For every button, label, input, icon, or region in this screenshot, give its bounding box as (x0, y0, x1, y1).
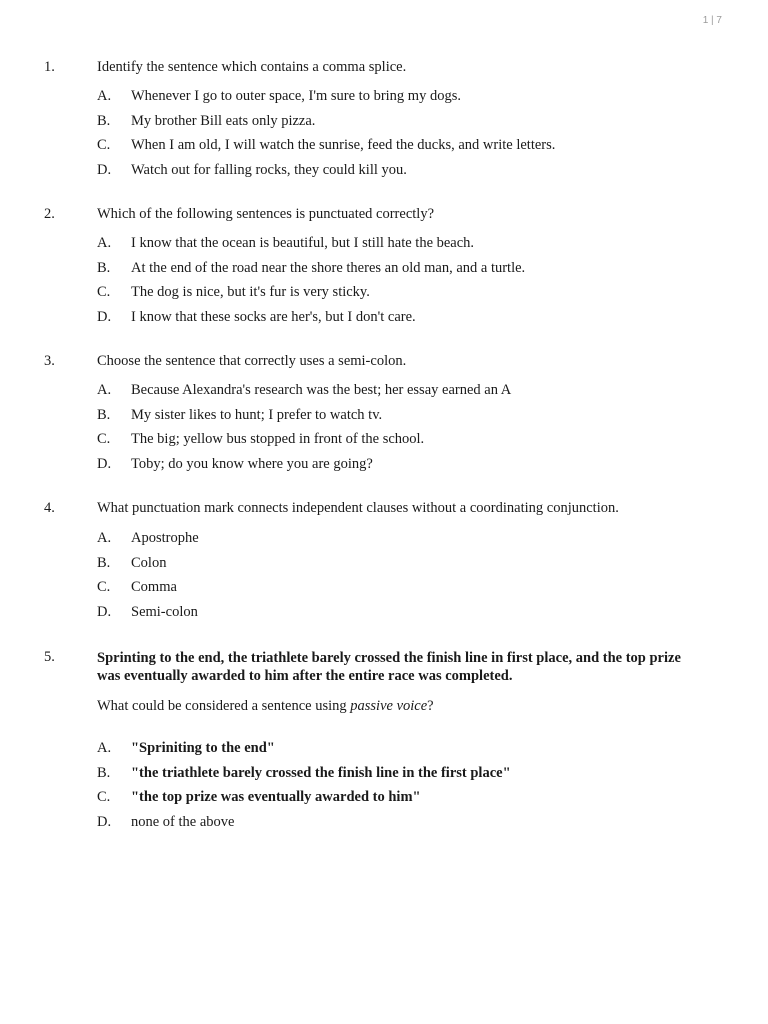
option-text: I know that these socks are her's, but I don't care. (131, 308, 416, 325)
prompt-italic-text: passive voice (350, 698, 428, 714)
option-text: Semi-colon (131, 603, 198, 620)
option-c[interactable] (0, 431, 768, 456)
option-b[interactable] (0, 407, 768, 432)
question-number: 5. (44, 649, 55, 665)
option-letter: B. (97, 764, 111, 781)
prompt-end: ? (427, 698, 434, 714)
option-text: My brother Bill eats only pizza. (131, 112, 316, 129)
option-text: "Spriniting to the end" (131, 740, 275, 756)
option-text: At the end of the road near the shore theres an old man, and a turtle. (131, 259, 526, 276)
option-text: When I am old, I will watch the sunrise, feed the ducks, and write letters. (131, 137, 556, 153)
option-letter: C. (97, 431, 111, 447)
question-2 (0, 206, 768, 333)
option-text: Whenever I go to outer space, I'm sure to bring my dogs. (131, 88, 461, 104)
question-text: What punctuation mark connects independent clauses without a coordinating conjunction. (97, 500, 619, 516)
option-letter: D. (97, 813, 112, 830)
option-text: I know that the ocean is beautiful, but I still hate the beach. (131, 235, 475, 251)
option-letter: C. (97, 789, 111, 805)
option-d[interactable] (0, 456, 768, 481)
option-letter: A. (97, 235, 112, 251)
option-b[interactable] (0, 260, 768, 285)
option-letter: B. (97, 112, 111, 129)
option-text: "the top prize was eventually awarded to him" (131, 789, 421, 805)
option-letter: D. (97, 603, 112, 620)
option-text: Watch out for falling rocks, they could kill you. (131, 161, 407, 178)
question-text: Identify the sentence which contains a comma splice. (97, 59, 407, 75)
option-letter: D. (97, 161, 112, 178)
option-letter: A. (97, 740, 112, 756)
option-text: Colon (131, 554, 167, 571)
option-b[interactable] (0, 113, 768, 138)
option-letter: C. (97, 137, 111, 153)
answer-options (0, 530, 768, 628)
option-letter: A. (97, 530, 112, 546)
option-c[interactable] (0, 137, 768, 162)
option-text: Toby; do you know where you are going? (131, 455, 373, 472)
option-letter: C. (97, 284, 111, 300)
question-1 (0, 59, 768, 186)
answer-options (0, 382, 768, 480)
question-number: 3. (44, 353, 55, 369)
question-number: 2. (44, 206, 55, 222)
option-letter: A. (97, 88, 112, 104)
option-a[interactable] (0, 88, 768, 113)
option-text: My sister likes to hunt; I prefer to watch tv. (131, 406, 383, 423)
option-a[interactable] (0, 740, 768, 765)
option-text: The dog is nice, but it's fur is very sticky. (131, 284, 370, 300)
option-d[interactable] (0, 814, 768, 839)
question-4 (0, 500, 768, 628)
option-c[interactable] (0, 789, 768, 814)
option-letter: D. (97, 455, 112, 472)
answer-options (0, 235, 768, 333)
option-d[interactable] (0, 162, 768, 187)
option-b[interactable] (0, 765, 768, 790)
question-passage: Sprinting to the end, the triathlete barely crossed the finish line in first place, and the top prize was eventually awarded to him after the entire race was completed. (97, 650, 681, 684)
option-c[interactable] (0, 284, 768, 309)
option-c[interactable] (0, 579, 768, 604)
answer-options (0, 88, 768, 186)
option-a[interactable] (0, 382, 768, 407)
page-number: 1 | 7 (702, 15, 722, 26)
option-d[interactable] (0, 604, 768, 629)
option-letter: B. (97, 259, 111, 276)
option-letter: D. (97, 308, 112, 325)
option-text: Apostrophe (131, 530, 199, 546)
question-number: 1. (44, 59, 55, 75)
question-5 (0, 649, 768, 830)
option-text: "the triathlete barely crossed the finish line in the first place" (131, 764, 511, 781)
prompt-text: What could be considered a sentence using (97, 698, 351, 714)
option-b[interactable] (0, 555, 768, 580)
answer-options (0, 740, 768, 838)
option-text: Because Alexandra's research was the best; her essay earned an A (131, 382, 512, 398)
option-letter: C. (97, 579, 111, 595)
question-number: 4. (44, 500, 55, 516)
option-d[interactable] (0, 309, 768, 334)
option-text: The big; yellow bus stopped in front of the school. (131, 431, 425, 447)
option-letter: B. (97, 406, 111, 423)
option-a[interactable] (0, 235, 768, 260)
question-prompt (97, 698, 434, 715)
question-text: Choose the sentence that correctly uses a semi-colon. (97, 353, 407, 369)
question-3 (0, 353, 768, 480)
option-letter: B. (97, 554, 111, 571)
option-text: none of the above (131, 813, 235, 830)
question-text: Which of the following sentences is punctuated correctly? (97, 206, 435, 222)
option-a[interactable] (0, 530, 768, 555)
option-text: Comma (131, 579, 177, 595)
option-letter: A. (97, 382, 112, 398)
